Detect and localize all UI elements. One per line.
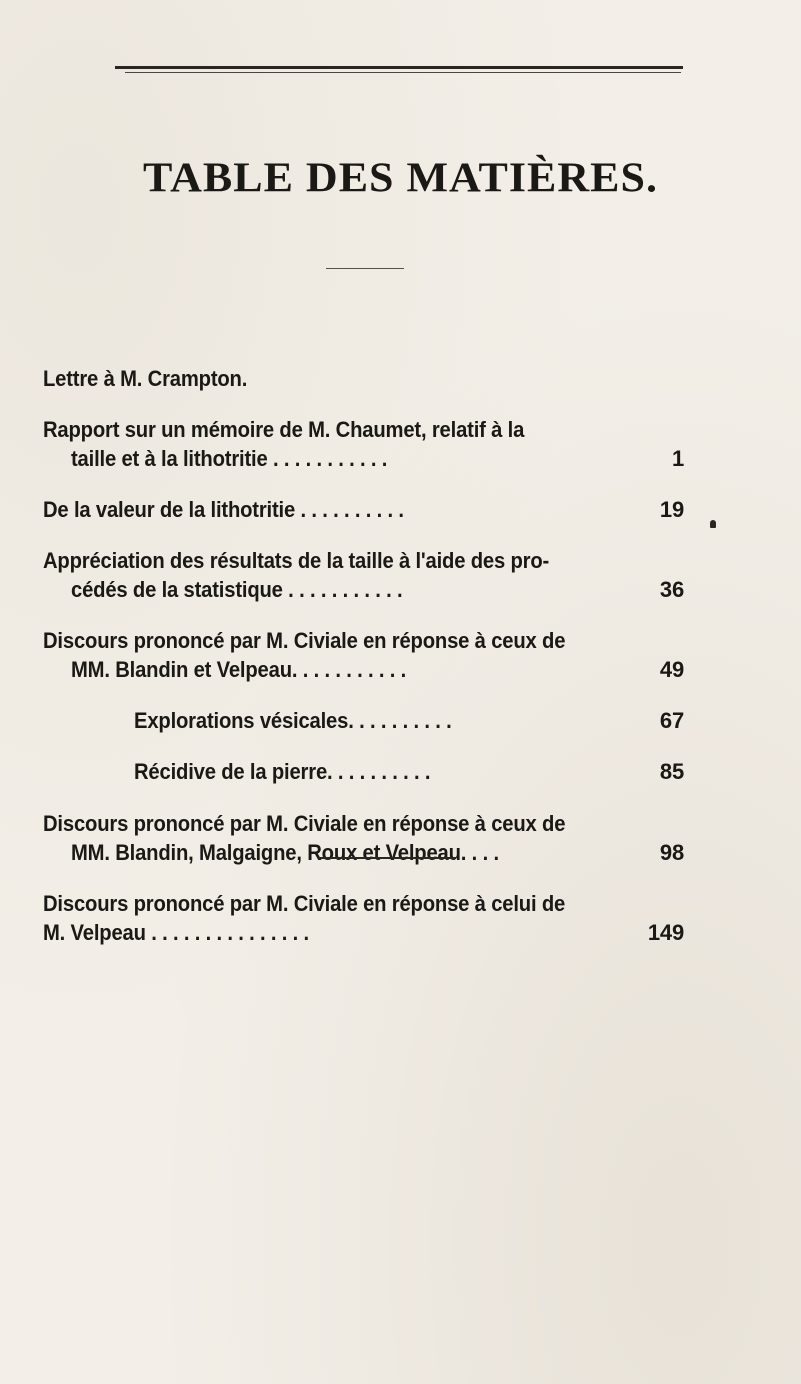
toc-entry-appreciation-line1: Appréciation des résultats de la taille à l'aide des pro- [43, 548, 550, 573]
toc-page-number: 67 [659, 708, 684, 733]
toc-entry-discours1-line2: MM. Blandin et Velpeau. . . . . . . . . . . [71, 657, 407, 682]
toc-page-number: 36 [659, 577, 684, 602]
toc-page-number: 149 [647, 920, 684, 945]
toc-page-number: 98 [659, 840, 684, 865]
toc-entry-lettre: Lettre à M. Crampton. [43, 366, 248, 391]
toc-entry-discours3-line2: M. Velpeau . . . . . . . . . . . . . . . [43, 920, 309, 945]
toc-entry-recidive: Récidive de la pierre. . . . . . . . . . [134, 759, 431, 784]
toc-entry-discours2-line1: Discours prononcé par M. Civiale en réponse à ceux de [43, 811, 566, 836]
toc-page-number: 19 [659, 497, 684, 522]
top-double-rule [115, 66, 683, 69]
toc-entry-discours2-line2: MM. Blandin, Malgaigne, Roux et Velpeau. . . . [71, 840, 499, 865]
toc-entry-rapport-line2: taille et à la lithotritie . . . . . . . . . . . [71, 446, 388, 471]
toc-entry-discours1-line1: Discours prononcé par M. Civiale en réponse à ceux de [43, 628, 566, 653]
toc-page-number: 85 [659, 759, 684, 784]
toc-entry-discours3-line1: Discours prononcé par M. Civiale en réponse à celui de [43, 891, 566, 916]
toc-entry-valeur: De la valeur de la lithotritie . . . . . . . . . . [43, 497, 404, 522]
toc-entry-appreciation-line2: cédés de la statistique . . . . . . . . . . . [71, 577, 403, 602]
toc-page-number: 1 [671, 446, 684, 471]
toc-entry-rapport-line1 [43, 416, 673, 444]
top-thin-rule [125, 72, 681, 73]
closing-rule [318, 857, 456, 859]
title-separator-rule [326, 268, 404, 269]
toc-entry-rapport-text1: Rapport sur un mémoire de M. Chaumet, relatif à la [43, 417, 525, 442]
ink-mark [710, 520, 716, 528]
toc-entry-explorations: Explorations vésicales. . . . . . . . . . [134, 708, 452, 733]
toc-page-number: 49 [659, 657, 684, 682]
page-title: TABLE DES MATIÈRES. [143, 154, 658, 202]
